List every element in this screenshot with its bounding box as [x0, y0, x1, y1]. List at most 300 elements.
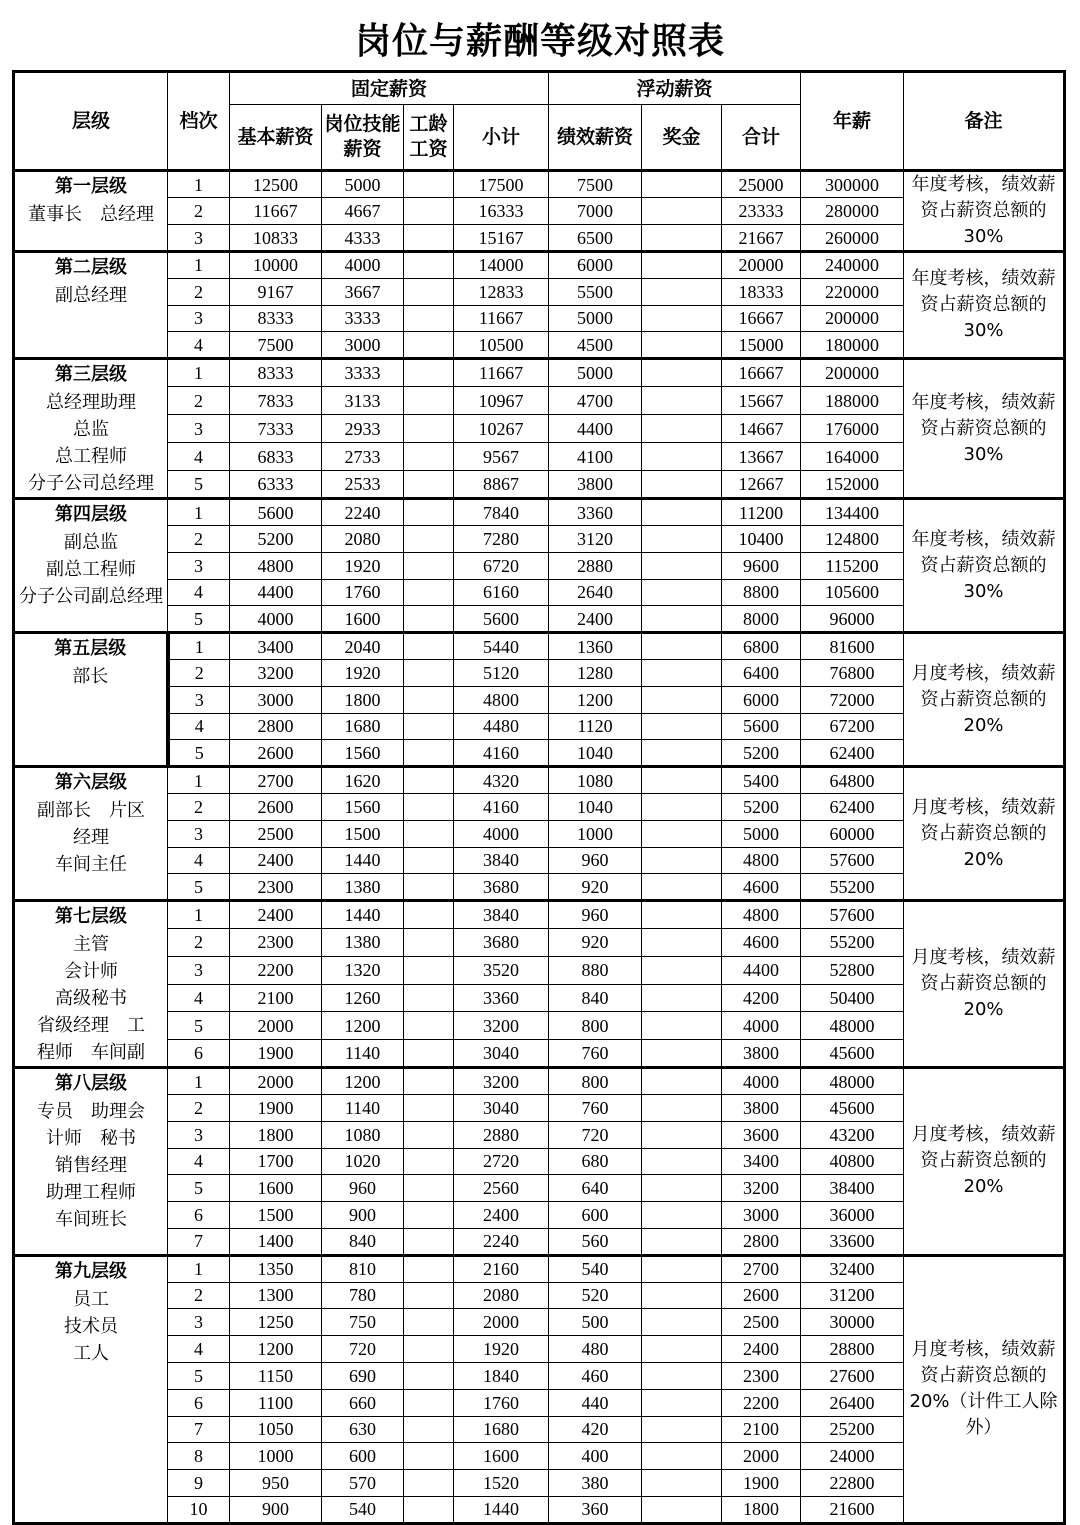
remark-cell: 月度考核，绩效薪资占薪资总额的20% — [904, 901, 1065, 1068]
cell-seniority — [404, 1175, 454, 1202]
cell-annual: 220000 — [801, 278, 904, 305]
cell-skill: 1200 — [322, 1068, 404, 1095]
cell-skill: 4000 — [322, 252, 404, 279]
cell-annual: 48000 — [801, 1068, 904, 1095]
cell-total: 5000 — [722, 820, 801, 847]
cell-bonus — [642, 579, 722, 606]
cell-subtotal: 15167 — [454, 225, 549, 252]
cell-performance: 680 — [549, 1148, 642, 1175]
cell-total: 3400 — [722, 1148, 801, 1175]
cell-subtotal: 3840 — [454, 901, 549, 929]
cell-grade: 1 — [168, 633, 230, 660]
cell-seniority — [404, 278, 454, 305]
cell-base: 9167 — [230, 278, 322, 305]
cell-subtotal: 4800 — [454, 686, 549, 713]
cell-subtotal: 3680 — [454, 928, 549, 956]
cell-subtotal: 3360 — [454, 984, 549, 1012]
cell-performance: 6500 — [549, 225, 642, 252]
cell-seniority — [404, 305, 454, 332]
header-level: 层级 — [14, 72, 168, 171]
cell-skill: 720 — [322, 1336, 404, 1363]
cell-total: 1800 — [722, 1496, 801, 1523]
cell-subtotal: 2720 — [454, 1148, 549, 1175]
cell-bonus — [642, 332, 722, 359]
cell-skill: 1680 — [322, 713, 404, 740]
cell-skill: 1140 — [322, 1094, 404, 1121]
cell-base: 6833 — [230, 443, 322, 471]
cell-total: 5200 — [722, 740, 801, 767]
cell-total: 2700 — [722, 1255, 801, 1282]
table-row — [14, 901, 1065, 929]
level-titles: 副总经理 — [55, 285, 127, 306]
cell-base: 2100 — [230, 984, 322, 1012]
cell-grade: 5 — [168, 606, 230, 633]
cell-total: 15000 — [722, 332, 801, 359]
cell-grade: 5 — [168, 471, 230, 499]
header-skill: 岗位技能薪资 — [322, 105, 404, 171]
header-performance: 绩效薪资 — [549, 105, 642, 171]
cell-total: 3600 — [722, 1121, 801, 1148]
level-titles: 员工 技术员 工人 — [64, 1288, 118, 1364]
cell-grade: 4 — [168, 1336, 230, 1363]
cell-subtotal: 3200 — [454, 1068, 549, 1095]
cell-bonus — [642, 820, 722, 847]
cell-bonus — [642, 713, 722, 740]
cell-skill: 4667 — [322, 198, 404, 225]
cell-grade: 8 — [168, 1443, 230, 1470]
cell-performance: 1280 — [549, 659, 642, 686]
cell-seniority — [404, 499, 454, 526]
remark-cell: 年度考核，绩效薪资占薪资总额的30% — [904, 171, 1065, 252]
cell-subtotal: 3520 — [454, 956, 549, 984]
cell-performance: 540 — [549, 1255, 642, 1282]
cell-grade: 3 — [168, 225, 230, 252]
cell-subtotal: 10500 — [454, 332, 549, 359]
cell-total: 4600 — [722, 874, 801, 901]
cell-base: 2400 — [230, 901, 322, 929]
salary-grade-table — [12, 70, 1066, 1525]
cell-bonus — [642, 740, 722, 767]
cell-bonus — [642, 1148, 722, 1175]
cell-grade: 7 — [168, 1228, 230, 1255]
cell-skill: 630 — [322, 1416, 404, 1443]
cell-annual: 40800 — [801, 1148, 904, 1175]
table-row — [14, 767, 1065, 794]
cell-total: 5400 — [722, 767, 801, 794]
cell-performance: 6000 — [549, 252, 642, 279]
cell-total: 2300 — [722, 1362, 801, 1389]
table-row — [14, 252, 1065, 279]
cell-skill: 1440 — [322, 901, 404, 929]
remark-cell: 年度考核，绩效薪资占薪资总额的30% — [904, 499, 1065, 633]
cell-total: 2100 — [722, 1416, 801, 1443]
cell-subtotal: 2080 — [454, 1282, 549, 1309]
level-cell — [14, 901, 168, 1068]
cell-base: 4400 — [230, 579, 322, 606]
cell-annual: 62400 — [801, 740, 904, 767]
cell-annual: 67200 — [801, 713, 904, 740]
cell-base: 1600 — [230, 1175, 322, 1202]
cell-total: 2500 — [722, 1309, 801, 1336]
cell-annual: 22800 — [801, 1470, 904, 1497]
cell-performance: 520 — [549, 1282, 642, 1309]
cell-base: 4000 — [230, 606, 322, 633]
cell-seniority — [404, 820, 454, 847]
cell-subtotal: 7840 — [454, 499, 549, 526]
cell-annual: 38400 — [801, 1175, 904, 1202]
level-titles: 主管 会计师 高级秘书 省级经理 工 程师 车间副 — [37, 934, 145, 1064]
cell-performance: 5000 — [549, 359, 642, 387]
cell-subtotal: 10267 — [454, 415, 549, 443]
cell-seniority — [404, 1336, 454, 1363]
cell-performance: 2640 — [549, 579, 642, 606]
cell-base: 2400 — [230, 847, 322, 874]
cell-skill: 3667 — [322, 278, 404, 305]
cell-seniority — [404, 1148, 454, 1175]
cell-seniority — [404, 443, 454, 471]
cell-subtotal: 9567 — [454, 443, 549, 471]
cell-seniority — [404, 1470, 454, 1497]
cell-bonus — [642, 793, 722, 820]
cell-performance: 1360 — [549, 633, 642, 660]
cell-performance: 800 — [549, 1068, 642, 1095]
cell-skill: 1800 — [322, 686, 404, 713]
remark-cell: 年度考核，绩效薪资占薪资总额的30% — [904, 252, 1065, 359]
header-seniority: 工龄工资 — [404, 105, 454, 171]
cell-subtotal: 4320 — [454, 767, 549, 794]
cell-performance: 460 — [549, 1362, 642, 1389]
cell-subtotal: 16333 — [454, 198, 549, 225]
cell-base: 2800 — [230, 713, 322, 740]
cell-base: 2300 — [230, 928, 322, 956]
cell-annual: 152000 — [801, 471, 904, 499]
cell-performance: 3120 — [549, 525, 642, 552]
cell-subtotal: 1840 — [454, 1362, 549, 1389]
cell-grade: 2 — [168, 278, 230, 305]
cell-skill: 3000 — [322, 332, 404, 359]
cell-total: 2800 — [722, 1228, 801, 1255]
cell-seniority — [404, 686, 454, 713]
cell-annual: 176000 — [801, 415, 904, 443]
level-cell — [14, 499, 168, 633]
cell-performance: 1040 — [549, 740, 642, 767]
cell-skill: 660 — [322, 1389, 404, 1416]
cell-base: 1300 — [230, 1282, 322, 1309]
cell-grade: 2 — [168, 928, 230, 956]
cell-subtotal: 12833 — [454, 278, 549, 305]
cell-seniority — [404, 793, 454, 820]
cell-base: 5600 — [230, 499, 322, 526]
cell-performance: 960 — [549, 901, 642, 929]
cell-base: 2200 — [230, 956, 322, 984]
cell-seniority — [404, 525, 454, 552]
cell-annual: 50400 — [801, 984, 904, 1012]
cell-bonus — [642, 686, 722, 713]
cell-skill: 3333 — [322, 359, 404, 387]
cell-total: 15667 — [722, 387, 801, 415]
cell-bonus — [642, 984, 722, 1012]
cell-seniority — [404, 874, 454, 901]
cell-performance: 500 — [549, 1309, 642, 1336]
cell-skill: 900 — [322, 1202, 404, 1229]
cell-grade: 3 — [168, 552, 230, 579]
cell-base: 5200 — [230, 525, 322, 552]
cell-seniority — [404, 928, 454, 956]
cell-bonus — [642, 606, 722, 633]
cell-grade: 4 — [168, 713, 230, 740]
cell-annual: 115200 — [801, 552, 904, 579]
cell-skill: 1080 — [322, 1121, 404, 1148]
cell-grade: 4 — [168, 332, 230, 359]
cell-subtotal: 1760 — [454, 1389, 549, 1416]
level-titles: 部长 — [72, 666, 109, 688]
cell-bonus — [642, 1336, 722, 1363]
cell-seniority — [404, 415, 454, 443]
cell-annual: 30000 — [801, 1309, 904, 1336]
cell-bonus — [642, 1443, 722, 1470]
remark-cell: 年度考核，绩效薪资占薪资总额的30% — [904, 359, 1065, 499]
cell-bonus — [642, 1309, 722, 1336]
cell-annual: 36000 — [801, 1202, 904, 1229]
cell-base: 3000 — [230, 686, 322, 713]
cell-annual: 124800 — [801, 525, 904, 552]
cell-seniority — [404, 1068, 454, 1095]
cell-seniority — [404, 225, 454, 252]
cell-seniority — [404, 606, 454, 633]
cell-skill: 750 — [322, 1309, 404, 1336]
cell-performance: 920 — [549, 928, 642, 956]
cell-grade: 1 — [168, 1068, 230, 1095]
cell-total: 2000 — [722, 1443, 801, 1470]
cell-annual: 32400 — [801, 1255, 904, 1282]
cell-skill: 810 — [322, 1255, 404, 1282]
cell-performance: 5500 — [549, 278, 642, 305]
cell-performance: 400 — [549, 1443, 642, 1470]
cell-base: 10833 — [230, 225, 322, 252]
cell-base: 4800 — [230, 552, 322, 579]
cell-base: 2600 — [230, 793, 322, 820]
cell-grade: 5 — [168, 874, 230, 901]
cell-performance: 7000 — [549, 198, 642, 225]
cell-grade: 1 — [168, 171, 230, 198]
cell-annual: 72000 — [801, 686, 904, 713]
cell-bonus — [642, 252, 722, 279]
level-cell — [14, 171, 168, 252]
cell-seniority — [404, 1228, 454, 1255]
cell-subtotal: 4480 — [454, 713, 549, 740]
cell-total: 16667 — [722, 305, 801, 332]
cell-bonus — [642, 225, 722, 252]
cell-annual: 55200 — [801, 874, 904, 901]
cell-bonus — [642, 659, 722, 686]
cell-seniority — [404, 198, 454, 225]
cell-grade: 4 — [168, 1148, 230, 1175]
cell-total: 6800 — [722, 633, 801, 660]
cell-performance: 920 — [549, 874, 642, 901]
cell-bonus — [642, 1496, 722, 1523]
cell-bonus — [642, 1012, 722, 1040]
cell-grade: 2 — [168, 659, 230, 686]
cell-skill: 1560 — [322, 740, 404, 767]
cell-annual: 52800 — [801, 956, 904, 984]
cell-base: 3200 — [230, 659, 322, 686]
cell-subtotal: 6160 — [454, 579, 549, 606]
cell-skill: 1560 — [322, 793, 404, 820]
cell-performance: 800 — [549, 1012, 642, 1040]
cell-base: 10000 — [230, 252, 322, 279]
cell-base: 7500 — [230, 332, 322, 359]
level-cell — [14, 359, 168, 499]
header-base: 基本薪资 — [230, 105, 322, 171]
cell-subtotal: 4160 — [454, 740, 549, 767]
level-cell — [14, 1255, 168, 1523]
cell-skill: 780 — [322, 1282, 404, 1309]
cell-performance: 4500 — [549, 332, 642, 359]
cell-performance: 880 — [549, 956, 642, 984]
cell-subtotal: 1920 — [454, 1336, 549, 1363]
cell-total: 11200 — [722, 499, 801, 526]
cell-base: 6333 — [230, 471, 322, 499]
cell-grade: 3 — [168, 820, 230, 847]
cell-grade: 5 — [168, 1175, 230, 1202]
cell-seniority — [404, 1202, 454, 1229]
cell-bonus — [642, 847, 722, 874]
cell-performance: 360 — [549, 1496, 642, 1523]
cell-annual: 300000 — [801, 171, 904, 198]
cell-annual: 164000 — [801, 443, 904, 471]
cell-base: 8333 — [230, 359, 322, 387]
cell-subtotal: 1520 — [454, 1470, 549, 1497]
cell-bonus — [642, 1068, 722, 1095]
cell-total: 5600 — [722, 713, 801, 740]
cell-base: 1700 — [230, 1148, 322, 1175]
cell-performance: 760 — [549, 1040, 642, 1068]
cell-annual: 25200 — [801, 1416, 904, 1443]
cell-skill: 1920 — [322, 552, 404, 579]
cell-subtotal: 2000 — [454, 1309, 549, 1336]
level-cell — [14, 633, 168, 767]
level-titles: 董事长 总经理 — [28, 204, 154, 225]
cell-bonus — [642, 956, 722, 984]
cell-annual: 57600 — [801, 901, 904, 929]
cell-performance: 7500 — [549, 171, 642, 198]
cell-seniority — [404, 767, 454, 794]
cell-subtotal: 5120 — [454, 659, 549, 686]
cell-performance: 4700 — [549, 387, 642, 415]
cell-total: 18333 — [722, 278, 801, 305]
cell-annual: 105600 — [801, 579, 904, 606]
level-name: 第五层级 — [54, 638, 127, 660]
cell-total: 3000 — [722, 1202, 801, 1229]
cell-annual: 134400 — [801, 499, 904, 526]
cell-grade: 5 — [168, 1362, 230, 1389]
cell-performance: 3360 — [549, 499, 642, 526]
cell-bonus — [642, 415, 722, 443]
cell-skill: 2080 — [322, 525, 404, 552]
remark-cell: 月度考核，绩效薪资占薪资总额的20% — [904, 633, 1065, 767]
cell-bonus — [642, 1282, 722, 1309]
table-body — [14, 171, 1065, 1524]
cell-total: 4000 — [722, 1068, 801, 1095]
cell-total: 4600 — [722, 928, 801, 956]
cell-subtotal: 7280 — [454, 525, 549, 552]
cell-grade: 7 — [168, 1416, 230, 1443]
cell-seniority — [404, 252, 454, 279]
cell-bonus — [642, 471, 722, 499]
cell-total: 2200 — [722, 1389, 801, 1416]
cell-seniority — [404, 1094, 454, 1121]
cell-annual: 200000 — [801, 305, 904, 332]
cell-grade: 3 — [168, 956, 230, 984]
cell-skill: 2733 — [322, 443, 404, 471]
level-titles: 副总监 副总工程师 分子公司副总经理 — [19, 532, 163, 608]
cell-subtotal: 3680 — [454, 874, 549, 901]
table-row — [14, 499, 1065, 526]
cell-grade: 1 — [168, 767, 230, 794]
cell-total: 4800 — [722, 847, 801, 874]
remark-cell: 月度考核，绩效薪资占薪资总额的20% — [904, 767, 1065, 901]
cell-seniority — [404, 1255, 454, 1282]
cell-base: 1800 — [230, 1121, 322, 1148]
cell-subtotal: 2400 — [454, 1202, 549, 1229]
cell-skill: 2933 — [322, 415, 404, 443]
cell-base: 1900 — [230, 1094, 322, 1121]
cell-annual: 55200 — [801, 928, 904, 956]
level-name: 第二层级 — [55, 257, 127, 278]
cell-subtotal: 2880 — [454, 1121, 549, 1148]
cell-bonus — [642, 171, 722, 198]
cell-seniority — [404, 552, 454, 579]
cell-annual: 43200 — [801, 1121, 904, 1148]
cell-grade: 1 — [168, 1255, 230, 1282]
cell-skill: 540 — [322, 1496, 404, 1523]
cell-subtotal: 2240 — [454, 1228, 549, 1255]
cell-total: 6400 — [722, 659, 801, 686]
cell-grade: 3 — [168, 305, 230, 332]
cell-base: 1350 — [230, 1255, 322, 1282]
cell-total: 23333 — [722, 198, 801, 225]
cell-annual: 76800 — [801, 659, 904, 686]
cell-bonus — [642, 305, 722, 332]
cell-skill: 1320 — [322, 956, 404, 984]
level-name: 第七层级 — [55, 906, 127, 928]
cell-total: 3200 — [722, 1175, 801, 1202]
cell-grade: 3 — [168, 1121, 230, 1148]
cell-performance: 2880 — [549, 552, 642, 579]
cell-total: 3800 — [722, 1094, 801, 1121]
cell-bonus — [642, 1228, 722, 1255]
cell-grade: 3 — [168, 415, 230, 443]
cell-total: 8000 — [722, 606, 801, 633]
cell-total: 14667 — [722, 415, 801, 443]
cell-annual: 188000 — [801, 387, 904, 415]
cell-performance: 720 — [549, 1121, 642, 1148]
level-name: 第九层级 — [55, 1260, 127, 1282]
cell-base: 1150 — [230, 1362, 322, 1389]
cell-grade: 6 — [168, 1389, 230, 1416]
cell-annual: 240000 — [801, 252, 904, 279]
cell-seniority — [404, 1496, 454, 1523]
cell-grade: 2 — [168, 1282, 230, 1309]
cell-annual: 260000 — [801, 225, 904, 252]
cell-bonus — [642, 901, 722, 929]
cell-skill: 4333 — [322, 225, 404, 252]
cell-seniority — [404, 579, 454, 606]
cell-skill: 1920 — [322, 659, 404, 686]
level-titles: 副部长 片区 经理 车间主任 — [37, 800, 145, 876]
cell-skill: 2240 — [322, 499, 404, 526]
cell-grade: 4 — [168, 847, 230, 874]
